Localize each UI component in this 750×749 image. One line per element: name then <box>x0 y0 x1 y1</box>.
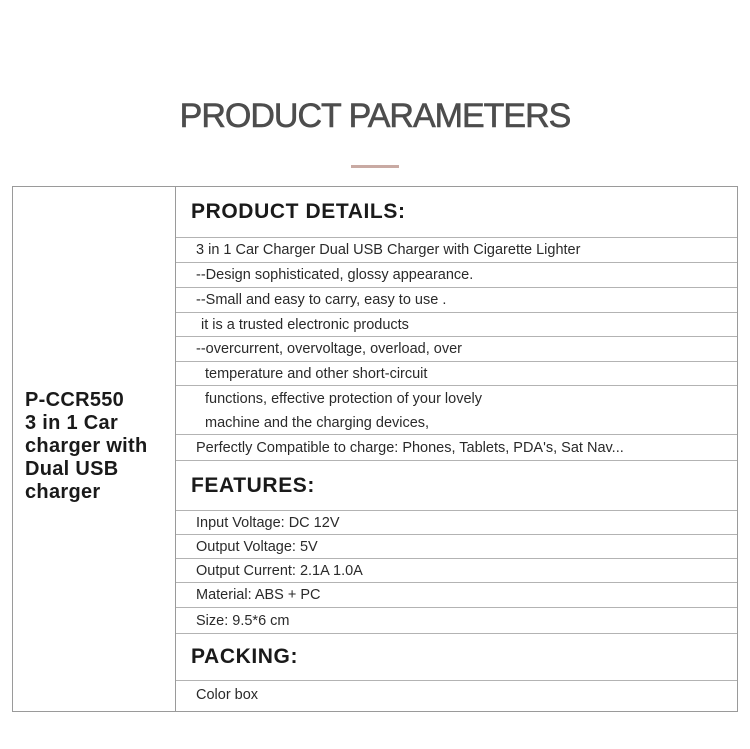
features-item: Output Voltage: 5V <box>176 535 737 559</box>
model-line: 3 in 1 Car <box>25 411 119 434</box>
model-line: Dual USB <box>25 457 119 480</box>
features-heading: FEATURES: <box>176 461 737 511</box>
details-item: --Small and easy to carry, easy to use . <box>176 288 737 313</box>
features-item: Size: 9.5*6 cm <box>176 608 737 634</box>
features-item: Input Voltage: DC 12V <box>176 511 737 535</box>
spec-rows <box>176 187 737 711</box>
details-heading: PRODUCT DETAILS: <box>176 187 737 238</box>
details-item: machine and the charging devices, <box>176 411 737 435</box>
details-item: Perfectly Compatible to charge: Phones, Tablets, PDA's, Sat Nav... <box>176 435 737 461</box>
details-item: 3 in 1 Car Charger Dual USB Charger with Cigarette Lighter <box>176 238 737 263</box>
details-item: --overcurrent, overvoltage, overload, over <box>176 337 737 362</box>
details-item: temperature and other short-circuit <box>176 362 737 386</box>
packing-heading: PACKING: <box>176 634 737 681</box>
spec-table <box>12 186 738 712</box>
page-title: PRODUCT PARAMETERS <box>179 97 571 135</box>
model-line: P-CCR550 <box>25 388 125 411</box>
model-line: charger with <box>25 434 148 457</box>
features-item: Output Current: 2.1A 1.0A <box>176 559 737 583</box>
details-item: it is a trusted electronic products <box>176 313 737 337</box>
model-cell <box>13 187 176 711</box>
model-line: charger <box>25 480 101 503</box>
details-item: functions, effective protection of your lovely <box>205 390 482 407</box>
title-divider <box>351 165 399 168</box>
packing-item: Color box <box>196 687 259 703</box>
details-item: --Design sophisticated, glossy appearance. <box>176 263 737 288</box>
features-item: Material: ABS + PC <box>176 583 737 608</box>
